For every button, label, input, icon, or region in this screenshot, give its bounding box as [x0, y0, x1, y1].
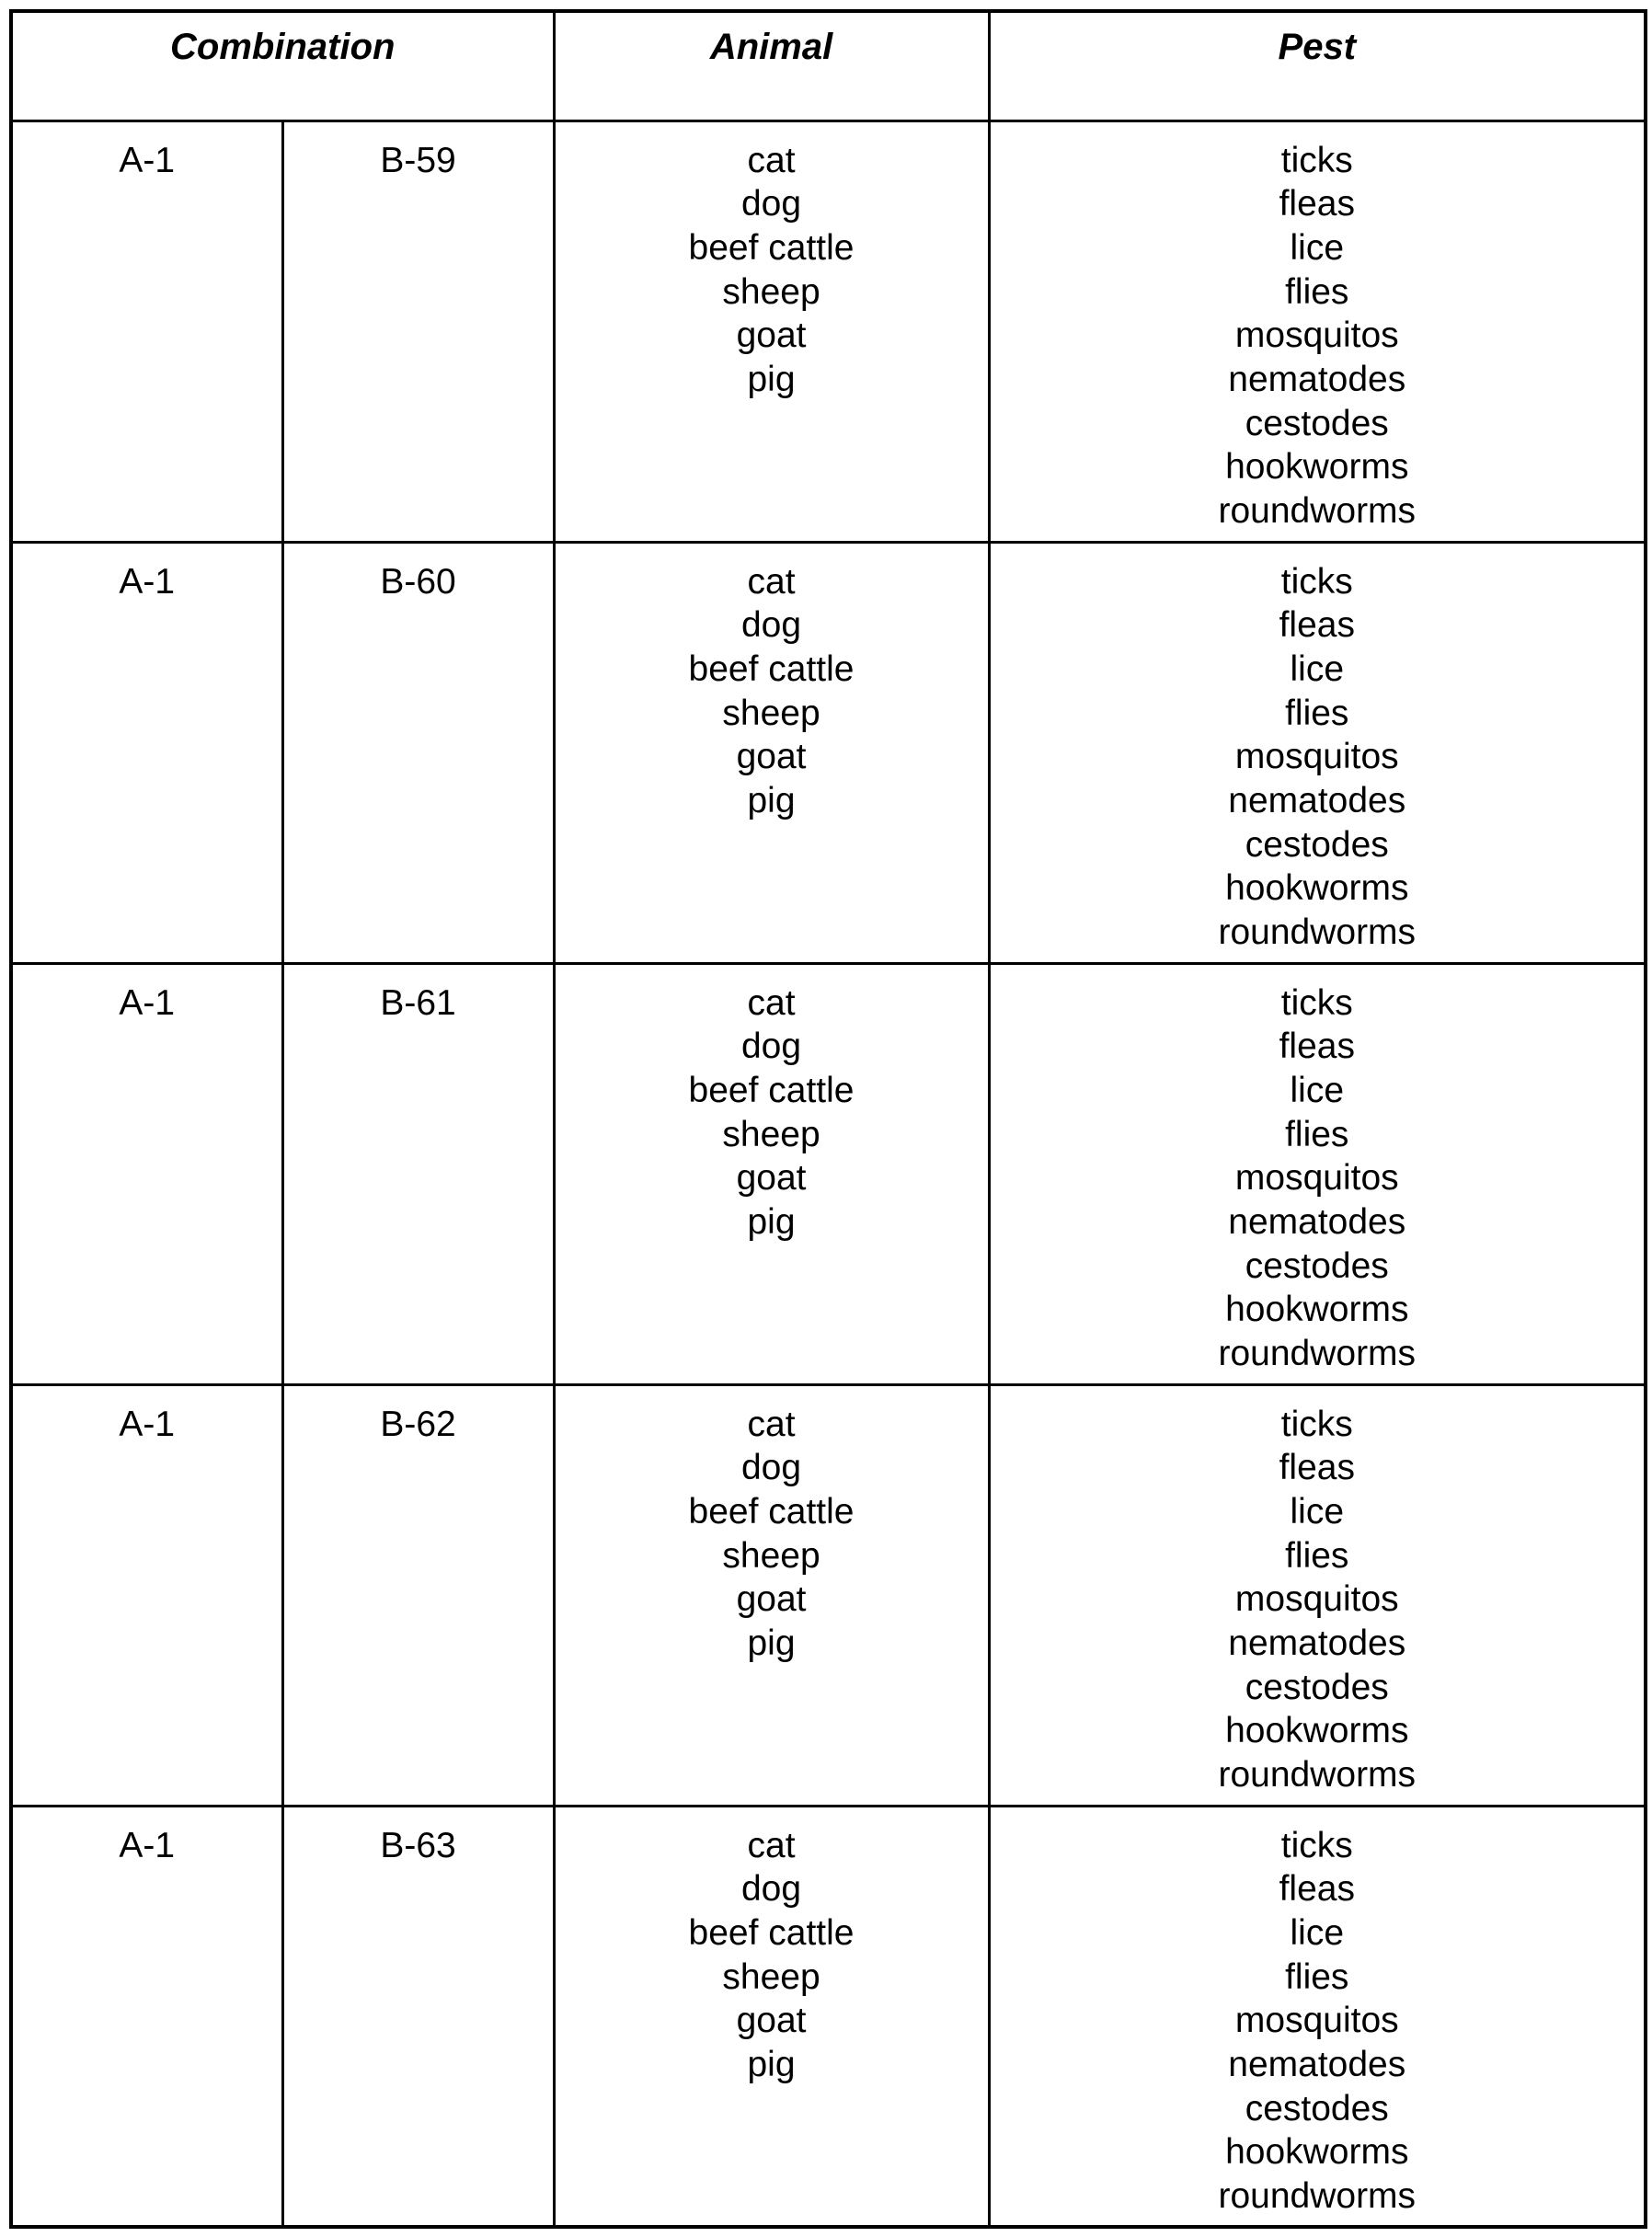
component-b-cell	[282, 1806, 554, 2227]
animal-item: pig	[747, 781, 796, 821]
pest-item: cestodes	[1245, 403, 1389, 443]
pest-item: lice	[1290, 227, 1345, 268]
pest-item: lice	[1290, 1491, 1345, 1531]
table-row	[11, 963, 1646, 1384]
table-row	[11, 542, 1646, 963]
pest-item: flies	[1285, 271, 1349, 312]
pest-item: mosquitos	[1234, 1158, 1399, 1199]
pest-item: nematodes	[1228, 1623, 1406, 1664]
pest-item: cestodes	[1245, 824, 1389, 865]
pest-item: fleas	[1279, 1448, 1355, 1488]
component-a-cell	[11, 542, 282, 963]
pest-item: hookworms	[1225, 2132, 1409, 2173]
animal-item: goat	[736, 737, 807, 777]
table-row	[11, 120, 1646, 542]
pest-item: nematodes	[1228, 781, 1406, 821]
animal-item: beef cattle	[688, 1912, 855, 1953]
animal-item: pig	[747, 1623, 796, 1664]
pest-cell	[989, 542, 1646, 963]
pest-item: nematodes	[1228, 1202, 1406, 1243]
animal-item: pig	[747, 1202, 796, 1243]
animal-list	[556, 560, 988, 823]
animal-item: sheep	[722, 1114, 820, 1154]
pest-item: flies	[1285, 1114, 1349, 1154]
component-b: B-63	[380, 1825, 456, 1865]
animal-item: sheep	[722, 1956, 820, 1997]
pest-item: hookworms	[1225, 868, 1409, 909]
component-a: A-1	[119, 561, 176, 602]
animal-item: sheep	[722, 271, 820, 312]
pest-item: hookworms	[1225, 1711, 1409, 1751]
pest-item: lice	[1290, 1912, 1345, 1953]
table-row	[11, 1384, 1646, 1806]
pest-item: ticks	[1280, 140, 1353, 180]
pest-item: hookworms	[1225, 447, 1409, 488]
animal-cell	[554, 1384, 989, 1806]
component-b: B-62	[380, 1404, 456, 1444]
component-b-cell	[282, 963, 554, 1384]
animal-item: dog	[740, 1027, 802, 1067]
pest-item: flies	[1285, 693, 1349, 733]
component-a: A-1	[119, 982, 176, 1023]
header-combination: Combination	[11, 11, 554, 120]
pest-item: flies	[1285, 1535, 1349, 1576]
pest-list	[991, 1403, 1645, 1797]
pest-item: roundworms	[1218, 1755, 1417, 1795]
component-b: B-59	[380, 140, 456, 180]
animal-cell	[554, 542, 989, 963]
pest-item: roundworms	[1218, 912, 1417, 953]
animal-item: beef cattle	[688, 1070, 855, 1110]
pest-cell	[989, 120, 1646, 542]
component-b: B-61	[380, 982, 456, 1023]
pest-cell	[989, 1806, 1646, 2227]
pest-item: nematodes	[1228, 360, 1406, 400]
pest-cell	[989, 963, 1646, 1384]
pest-item: roundworms	[1218, 2176, 1417, 2217]
animal-item: cat	[747, 982, 796, 1023]
animal-item: goat	[736, 315, 807, 356]
animal-item: dog	[740, 1448, 802, 1488]
animal-cell	[554, 120, 989, 542]
component-a-cell	[11, 1806, 282, 2227]
animal-item: cat	[747, 140, 796, 180]
component-b-cell	[282, 1384, 554, 1806]
pest-cell	[989, 1384, 1646, 1806]
animal-item: beef cattle	[688, 648, 855, 689]
pest-item: fleas	[1279, 605, 1355, 646]
pest-list	[991, 560, 1645, 955]
combination-table	[9, 9, 1647, 2229]
pest-item: ticks	[1280, 982, 1353, 1023]
pest-item: fleas	[1279, 1869, 1355, 1910]
pest-item: mosquitos	[1234, 2001, 1399, 2041]
table-row	[11, 1806, 1646, 2227]
animal-list	[556, 1403, 988, 1666]
component-b-cell	[282, 120, 554, 542]
animal-item: beef cattle	[688, 1491, 855, 1531]
header-animal: Animal	[554, 11, 989, 120]
pest-item: roundworms	[1218, 1334, 1417, 1374]
pest-item: nematodes	[1228, 2045, 1406, 2085]
component-a: A-1	[119, 1404, 176, 1444]
pest-list	[991, 1824, 1645, 2219]
animal-item: cat	[747, 1825, 796, 1865]
animal-list	[556, 139, 988, 402]
animal-item: cat	[747, 561, 796, 602]
animal-item: sheep	[722, 693, 820, 733]
pest-item: ticks	[1280, 561, 1353, 602]
animal-item: dog	[740, 184, 802, 224]
pest-item: cestodes	[1245, 2088, 1389, 2128]
component-a-cell	[11, 120, 282, 542]
animal-item: goat	[736, 2001, 807, 2041]
pest-item: ticks	[1280, 1404, 1353, 1444]
pest-item: roundworms	[1218, 491, 1417, 532]
animal-item: cat	[747, 1404, 796, 1444]
animal-cell	[554, 963, 989, 1384]
pest-item: fleas	[1279, 184, 1355, 224]
pest-list	[991, 139, 1645, 533]
animal-item: dog	[740, 605, 802, 646]
animal-item: goat	[736, 1579, 807, 1620]
pest-item: mosquitos	[1234, 737, 1399, 777]
pest-item: lice	[1290, 1070, 1345, 1110]
pest-item: lice	[1290, 648, 1345, 689]
pest-item: cestodes	[1245, 1667, 1389, 1707]
pest-item: hookworms	[1225, 1290, 1409, 1330]
component-a: A-1	[119, 1825, 176, 1865]
header-row	[11, 11, 1646, 120]
pest-item: flies	[1285, 1956, 1349, 1997]
pest-item: mosquitos	[1234, 1579, 1399, 1620]
component-b: B-60	[380, 561, 456, 602]
animal-item: pig	[747, 2045, 796, 2085]
animal-cell	[554, 1806, 989, 2227]
pest-item: fleas	[1279, 1027, 1355, 1067]
header-pest: Pest	[989, 11, 1646, 120]
animal-item: pig	[747, 360, 796, 400]
animal-list	[556, 981, 988, 1245]
animal-item: beef cattle	[688, 227, 855, 268]
animal-list	[556, 1824, 988, 2087]
component-a-cell	[11, 963, 282, 1384]
component-b-cell	[282, 542, 554, 963]
component-a-cell	[11, 1384, 282, 1806]
pest-list	[991, 981, 1645, 1376]
pest-item: ticks	[1280, 1825, 1353, 1865]
animal-item: goat	[736, 1158, 807, 1199]
component-a: A-1	[119, 140, 176, 180]
pest-item: mosquitos	[1234, 315, 1399, 356]
animal-item: dog	[740, 1869, 802, 1910]
animal-item: sheep	[722, 1535, 820, 1576]
pest-item: cestodes	[1245, 1245, 1389, 1286]
